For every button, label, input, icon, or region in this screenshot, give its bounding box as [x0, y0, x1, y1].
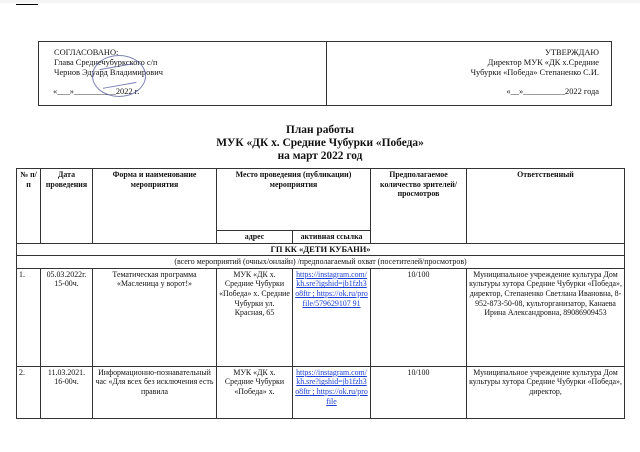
col-link-header: активная ссылка [293, 231, 371, 244]
section-title: ГП КК «ДЕТИ КУБАНИ» [17, 243, 625, 256]
row-link[interactable] [293, 268, 371, 366]
approval-left-heading: СОГЛАСОВАНО: [54, 48, 119, 57]
row-responsible: Муниципальное учреждение культура Дом культуры хутора Средние Чубурки «Победа», директор, Степаненко Светлана Ивановна, 8-952-873-50-08, культорганизатор, Канаева Ирина Александровна, 89086909453 [467, 268, 625, 366]
row-link[interactable] [293, 366, 371, 418]
approval-right-date: «__»__________2022 года [506, 87, 599, 96]
title-line-1: План работы [286, 124, 354, 136]
row-num: 2. [17, 366, 41, 418]
col-address-header: адрес [217, 231, 293, 244]
scan-edge [0, 0, 640, 3]
stamp-signature [92, 55, 146, 97]
row-link-text[interactable]: https://instagram.com/kh.sre?igshid=jb1fzh3o8ftr ; https://ok.ru/profile [295, 367, 368, 406]
row-form: Тематическая программа «Масленица у ворот!» [93, 268, 217, 366]
header-row [17, 169, 625, 231]
row-expected: 10/100 [371, 268, 467, 366]
col-place-header: Место проведения (публикации) мероприятия [217, 169, 371, 231]
row-date: 11.03.2021. 16-00ч. [41, 366, 93, 418]
approval-left-date: «___»__________2022 г. [53, 87, 140, 96]
plan-table [16, 168, 625, 419]
approval-right-heading: УТВЕРЖДАЮ [545, 48, 599, 57]
table-row [17, 268, 625, 366]
title-line-3: на март 2022 год [277, 150, 363, 162]
table-row [17, 366, 625, 418]
row-form: Информационно-познавательный час «Для всех без исключения есть правила [93, 366, 217, 418]
subsection-text: (всего мероприятий (очных/онлайн) /предполагаемый охват (посетителей/просмотров) [17, 256, 625, 269]
col-form-header: Форма и наименование мероприятия [93, 169, 217, 244]
col-num-header: № п/п [17, 169, 41, 244]
col-expected-header: Предполагаемое количество зрителей/ просмотров [371, 169, 467, 244]
approval-left-name: Чернов Эдуард Владимирович [54, 68, 163, 77]
row-responsible: Муниципальное учреждение культура Дом культуры хутора Средние Чубурки «Победа», директор, [467, 366, 625, 418]
approval-left [39, 42, 326, 105]
col-date-header: Дата проведения [41, 169, 93, 244]
subsection-row [17, 256, 625, 269]
row-expected: 10/100 [371, 366, 467, 418]
approval-left-position: Глава Среднечубуркского с/п [54, 58, 158, 67]
approval-right-position: Директор МУК «ДК х.Средние [487, 58, 599, 67]
row-address: МУК «ДК х. Средние Чубурки «Победа» х. [217, 366, 293, 418]
approval-right-name: Чубурки «Победа» Степаненко С.И. [470, 68, 599, 77]
section-row [17, 243, 625, 256]
row-link-text[interactable]: https://instagram.com/kh.sre?igshid=jb1fzh3o8ftr ; https://ok.ru/profile/579629107 91 [295, 269, 368, 308]
page-title [0, 124, 640, 163]
col-responsible-header: Ответственный [467, 169, 625, 244]
approval-right [326, 42, 611, 105]
row-date: 05.03.2022г. 15-00ч. [41, 268, 93, 366]
row-num: 1. [17, 268, 41, 366]
title-line-2: МУК «ДК х. Средние Чубурки «Победа» [216, 137, 424, 149]
corner-mark [16, 4, 38, 5]
row-address: МУК «ДК х. Средние Чубурки «Победа» х. Средние Чубурки ул. Красная, 65 [217, 268, 293, 366]
